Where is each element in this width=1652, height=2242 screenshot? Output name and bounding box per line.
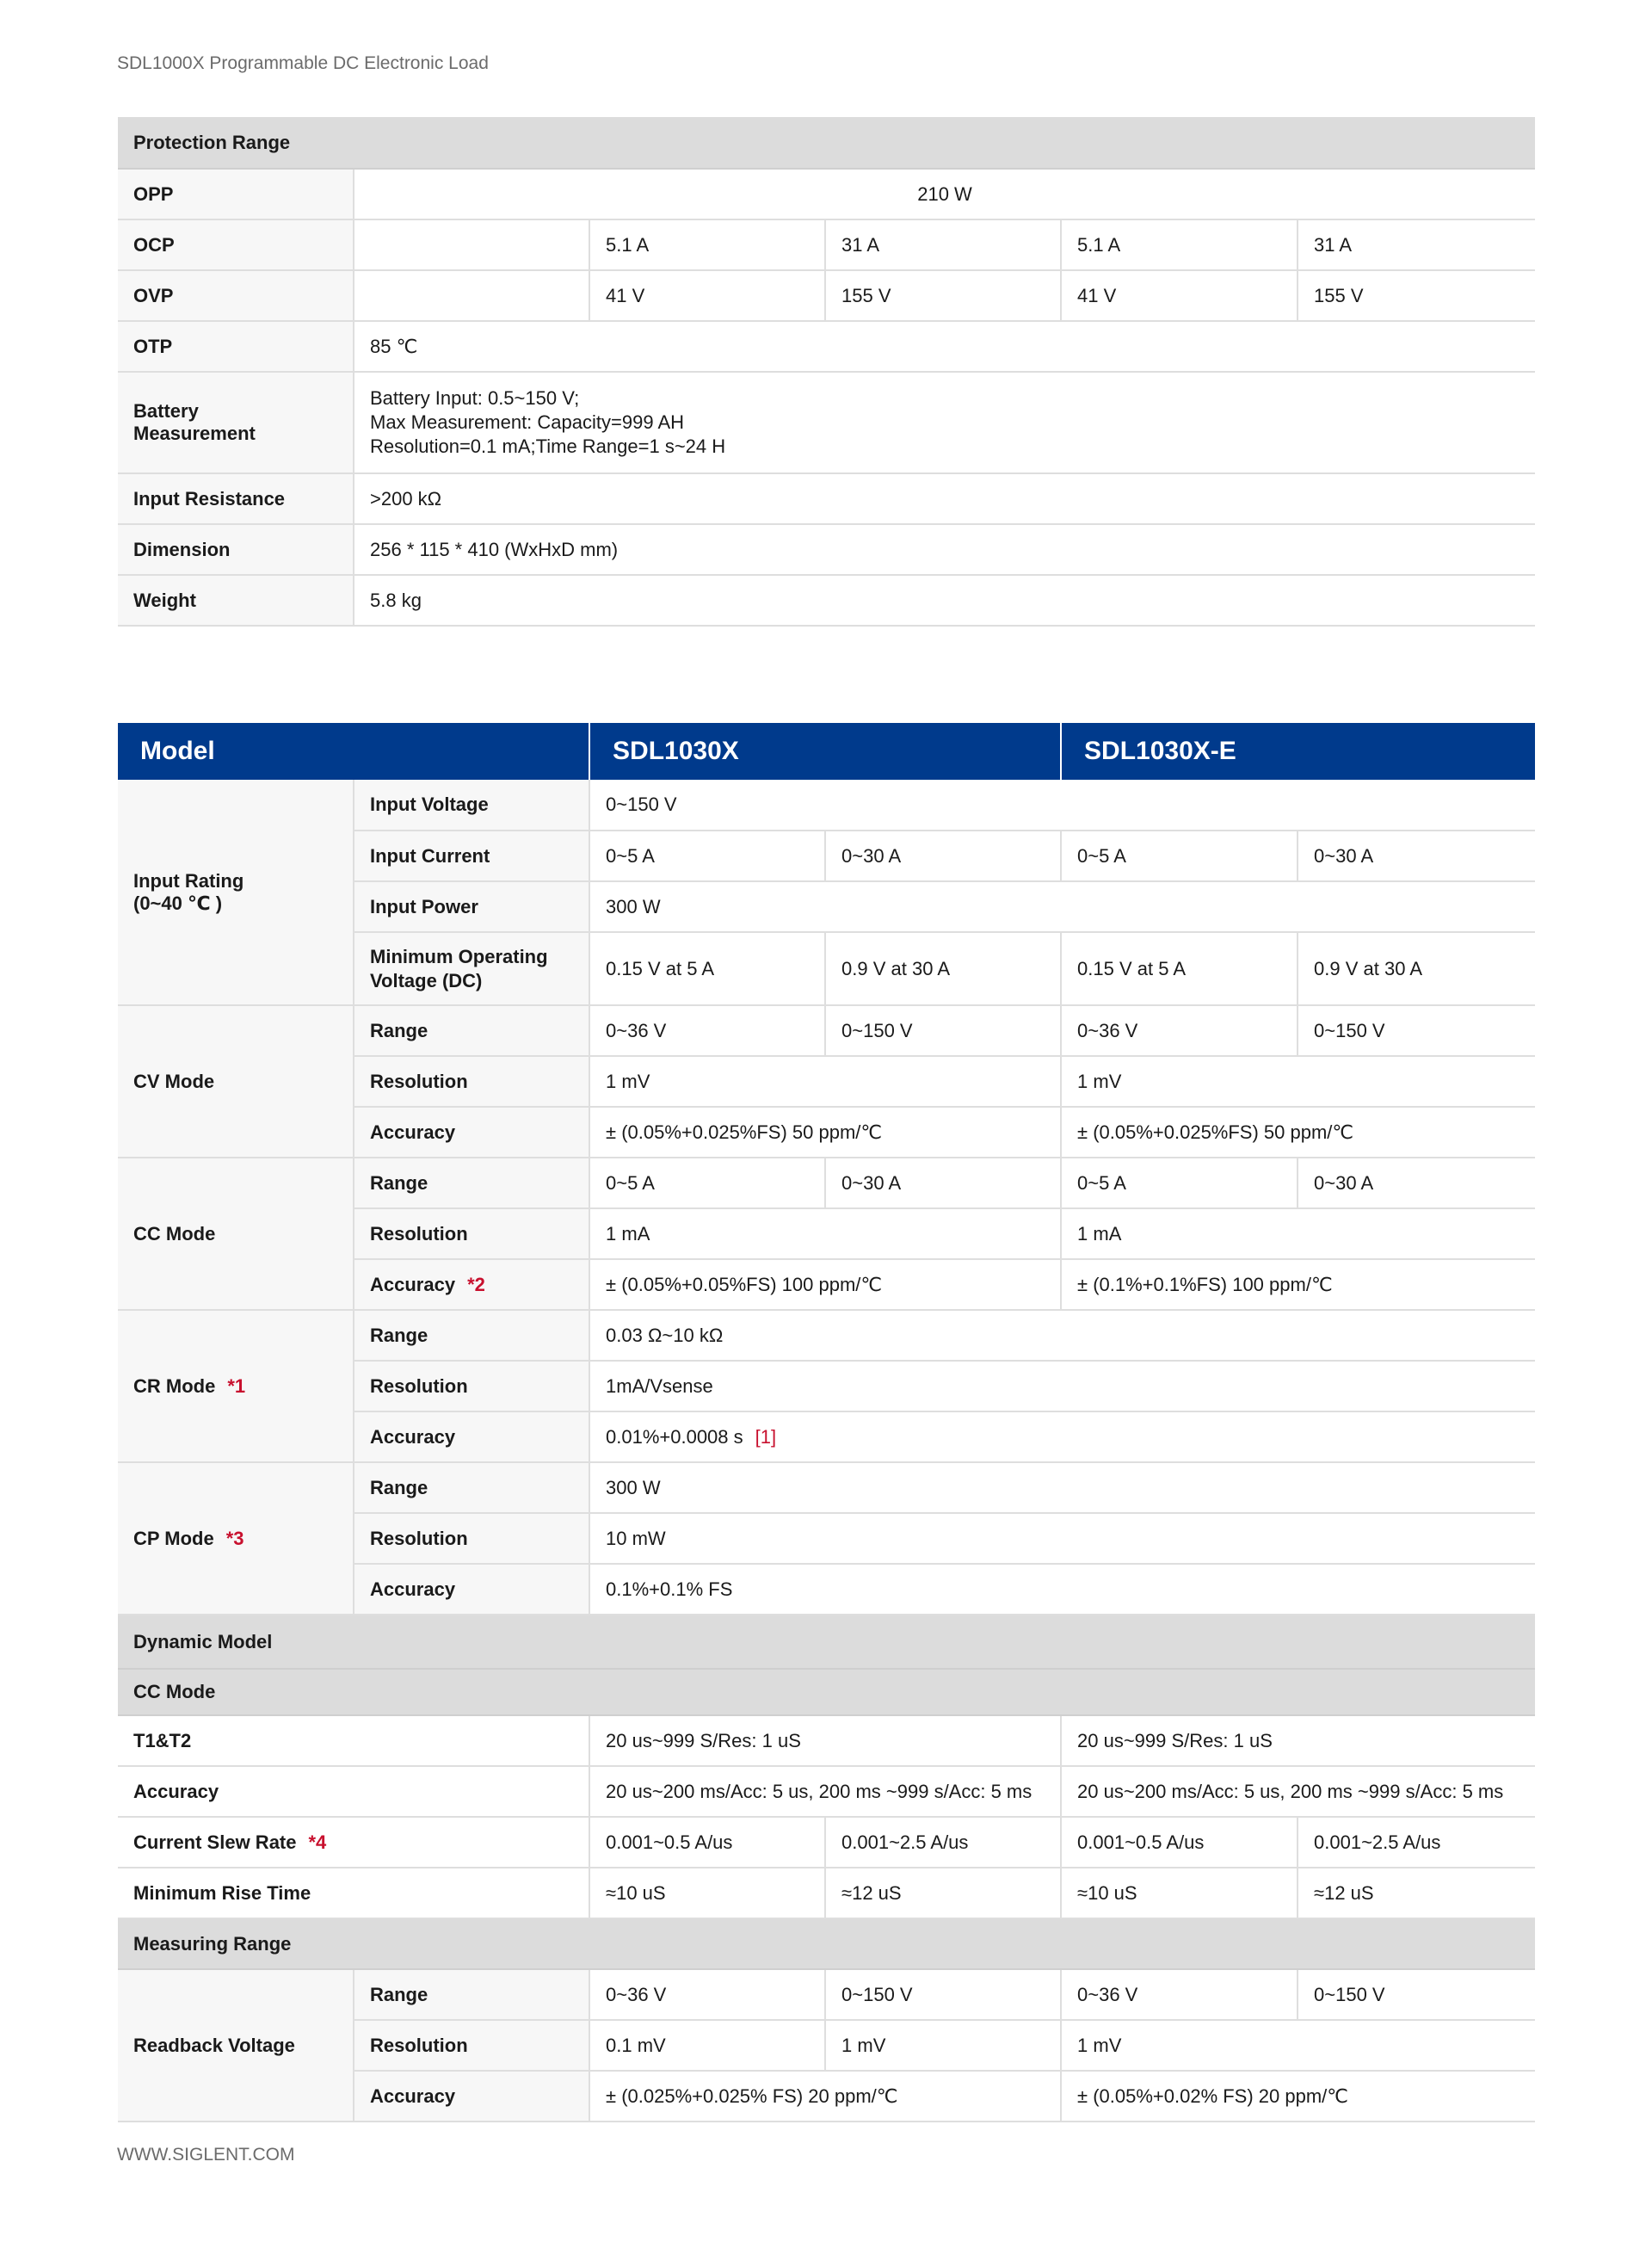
cell-value: ± (0.05%+0.02% FS) 20 ppm/℃ [1061, 2071, 1535, 2122]
cell-value: 1 mV [1061, 2020, 1535, 2071]
cell-value: 0~5 A [589, 1158, 825, 1208]
row-label: Minimum Rise Time [118, 1868, 589, 1918]
footnote-marker: *4 [308, 1831, 327, 1853]
spec-row [118, 1005, 1535, 1056]
row-label: Input Resistance [118, 473, 354, 524]
value-text: 0.01%+0.0008 s [606, 1425, 743, 1448]
row-label: OVP [118, 270, 354, 321]
row-label [354, 932, 589, 1005]
cell-value: 0.03 Ω~10 kΩ [589, 1310, 1535, 1361]
row-label: Accuracy [354, 1107, 589, 1158]
cell-value: 1 mA [1061, 1208, 1535, 1259]
cell-value: 0~30 A [1298, 1158, 1535, 1208]
cell-value: 0.001~2.5 A/us [825, 1817, 1061, 1868]
row-label: Dimension [118, 524, 354, 575]
cell-value: 0~150 V [825, 1005, 1061, 1056]
row-label: Range [354, 1462, 589, 1513]
cell-value [589, 1411, 1535, 1462]
model-label: Model [118, 723, 589, 780]
cell-value: 31 A [1298, 219, 1535, 270]
protection-table [118, 117, 1535, 627]
group-label: CV Mode [118, 1005, 354, 1158]
spec-row [118, 780, 1535, 831]
spec-row [118, 1158, 1535, 1208]
cell-value: 1 mA [589, 1208, 1061, 1259]
row-label: Input Voltage [354, 780, 589, 831]
cell-value: 0~36 V [589, 1969, 825, 2020]
group-label [118, 780, 354, 1005]
group-label [118, 1310, 354, 1462]
cell-value: 0~5 A [1061, 1158, 1298, 1208]
cell-value: 0~150 V [1298, 1969, 1535, 2020]
section-title: Measuring Range [118, 1918, 1535, 1969]
cell-value: 1 mV [825, 2020, 1061, 2071]
cell-value: 0.9 V at 30 A [1298, 932, 1535, 1005]
label-line: Minimum Operating [370, 945, 548, 967]
row-label: Weight [118, 575, 354, 626]
cell-value: 300 W [589, 1462, 1535, 1513]
cell-value: ≈10 uS [1061, 1868, 1298, 1918]
cell-value: 0~5 A [1061, 831, 1298, 881]
cell-value: ± (0.1%+0.1%FS) 100 ppm/℃ [1061, 1259, 1535, 1310]
spec-row [118, 1715, 1535, 1766]
group-label: CC Mode [118, 1158, 354, 1310]
label-line: Battery [133, 400, 199, 422]
cell-value: 0~30 A [825, 831, 1061, 881]
cell-value: 0.9 V at 30 A [825, 932, 1061, 1005]
spec-row [118, 1766, 1535, 1817]
section-subtitle: CC Mode [118, 1669, 1535, 1715]
spec-row-battery [118, 372, 1535, 473]
cell-value: ± (0.05%+0.025%FS) 50 ppm/℃ [589, 1107, 1061, 1158]
row-label: Input Power [354, 881, 589, 932]
spec-row-opp [118, 169, 1535, 219]
row-label: Resolution [354, 1056, 589, 1107]
row-label: Accuracy [354, 1411, 589, 1462]
cell-value: 31 A [825, 219, 1061, 270]
cell-value: 0~150 V [825, 1969, 1061, 2020]
cell-value: 20 us~200 ms/Acc: 5 us, 200 ms ~999 s/Acc: 5 ms [589, 1766, 1061, 1817]
cell-value: 155 V [825, 270, 1061, 321]
label-text: CR Mode [133, 1374, 216, 1397]
row-label: Resolution [354, 2020, 589, 2071]
row-label: OTP [118, 321, 354, 372]
cell-value: 0.001~2.5 A/us [1298, 1817, 1535, 1868]
cell-value: ≈12 uS [1298, 1868, 1535, 1918]
cell-value: ± (0.025%+0.025% FS) 20 ppm/℃ [589, 2071, 1061, 2122]
section-header-row [118, 1918, 1535, 1969]
reference-marker: [1] [755, 1425, 777, 1448]
model-name: SDL1030X-E [1061, 723, 1535, 780]
group-label: Readback Voltage [118, 1969, 354, 2122]
row-label: Range [354, 1005, 589, 1056]
cell-value: ≈10 uS [589, 1868, 825, 1918]
cell-value: 1 mV [589, 1056, 1061, 1107]
cell-value: 20 us~999 S/Res: 1 uS [1061, 1715, 1535, 1766]
cell-value: 20 us~200 ms/Acc: 5 us, 200 ms ~999 s/Acc: 5 ms [1061, 1766, 1535, 1817]
spec-row-input-resistance [118, 473, 1535, 524]
cell-value: 1mA/Vsense [589, 1361, 1535, 1411]
cell-value: 20 us~999 S/Res: 1 uS [589, 1715, 1061, 1766]
cell-value: 10 mW [589, 1513, 1535, 1564]
footnote-marker: *1 [227, 1374, 246, 1397]
row-label: Range [354, 1310, 589, 1361]
spec-row-weight [118, 575, 1535, 626]
cell-value [354, 372, 1535, 473]
label-line: Measurement [133, 423, 256, 444]
spec-row [118, 1817, 1535, 1868]
cell-value: 0.1 mV [589, 2020, 825, 2071]
label-text: CP Mode [133, 1527, 214, 1549]
spec-row-ovp [118, 270, 1535, 321]
row-label: Resolution [354, 1513, 589, 1564]
row-label: T1&T2 [118, 1715, 589, 1766]
cell-value: 210 W [354, 169, 1535, 219]
value-line: Battery Input: 0.5~150 V; [370, 387, 580, 409]
cell-value: ± (0.05%+0.025%FS) 50 ppm/℃ [1061, 1107, 1535, 1158]
label-text: Accuracy [370, 1273, 456, 1295]
cell-value: 5.1 A [589, 219, 825, 270]
cell-value: 0~30 A [825, 1158, 1061, 1208]
footnote-marker: *3 [225, 1527, 244, 1549]
cell-empty [354, 219, 589, 270]
label-text: Current Slew Rate [133, 1831, 297, 1853]
page-footer: WWW.SIGLENT.COM [117, 2145, 295, 2165]
model-header-row [118, 723, 1535, 780]
model-spec-table [118, 723, 1535, 2122]
spec-row [118, 1868, 1535, 1918]
cell-value: 5.8 kg [354, 575, 1535, 626]
cell-value: 0~36 V [1061, 1005, 1298, 1056]
cell-value: 155 V [1298, 270, 1535, 321]
row-label: OPP [118, 169, 354, 219]
spec-row-ocp [118, 219, 1535, 270]
section-title: Dynamic Model [118, 1615, 1535, 1669]
row-label: Accuracy [354, 2071, 589, 2122]
section-header-row [118, 117, 1535, 169]
section-title: Protection Range [118, 117, 1535, 169]
cell-value: 0~150 V [1298, 1005, 1535, 1056]
cell-value: 85 ℃ [354, 321, 1535, 372]
row-label: Resolution [354, 1208, 589, 1259]
value-line: Max Measurement: Capacity=999 AH [370, 411, 685, 433]
row-label [118, 372, 354, 473]
label-line: Input Rating [133, 869, 244, 892]
cell-value: ± (0.05%+0.05%FS) 100 ppm/℃ [589, 1259, 1061, 1310]
spec-row [118, 1969, 1535, 2020]
row-label: Input Current [354, 831, 589, 881]
cell-value: 256 * 115 * 410 (WxHxD mm) [354, 524, 1535, 575]
row-label: Accuracy [118, 1766, 589, 1817]
row-label [354, 1259, 589, 1310]
cell-empty [354, 270, 589, 321]
spec-row-dimension [118, 524, 1535, 575]
label-line: (0~40 ℃ ) [133, 892, 223, 914]
cell-value: 1 mV [1061, 1056, 1535, 1107]
cell-value: 0.1%+0.1% FS [589, 1564, 1535, 1615]
cell-value: 0~30 A [1298, 831, 1535, 881]
cell-value: 0.001~0.5 A/us [1061, 1817, 1298, 1868]
cell-value: >200 kΩ [354, 473, 1535, 524]
cell-value: 41 V [1061, 270, 1298, 321]
spec-row [118, 1310, 1535, 1361]
cell-value: 0~150 V [589, 780, 1535, 831]
row-label: Range [354, 1158, 589, 1208]
section-header-row [118, 1615, 1535, 1669]
cell-value: 0.15 V at 5 A [1061, 932, 1298, 1005]
cell-value: ≈12 uS [825, 1868, 1061, 1918]
cell-value: 300 W [589, 881, 1535, 932]
cell-value: 0~5 A [589, 831, 825, 881]
row-label: Range [354, 1969, 589, 2020]
cell-value: 0~36 V [589, 1005, 825, 1056]
group-label [118, 1462, 354, 1615]
spec-row-otp [118, 321, 1535, 372]
section-subheader-row [118, 1669, 1535, 1715]
footnote-marker: *2 [467, 1273, 485, 1295]
cell-value: 5.1 A [1061, 219, 1298, 270]
row-label [118, 1817, 589, 1868]
cell-value: 41 V [589, 270, 825, 321]
model-name: SDL1030X [589, 723, 1061, 780]
cell-value: 0~36 V [1061, 1969, 1298, 2020]
cell-value: 0.001~0.5 A/us [589, 1817, 825, 1868]
value-line: Resolution=0.1 mA;Time Range=1 s~24 H [370, 435, 726, 457]
cell-value: 0.15 V at 5 A [589, 932, 825, 1005]
row-label: Accuracy [354, 1564, 589, 1615]
page-header: SDL1000X Programmable DC Electronic Load [117, 53, 489, 73]
row-label: OCP [118, 219, 354, 270]
spec-row [118, 1462, 1535, 1513]
row-label: Resolution [354, 1361, 589, 1411]
label-line: Voltage (DC) [370, 969, 483, 991]
